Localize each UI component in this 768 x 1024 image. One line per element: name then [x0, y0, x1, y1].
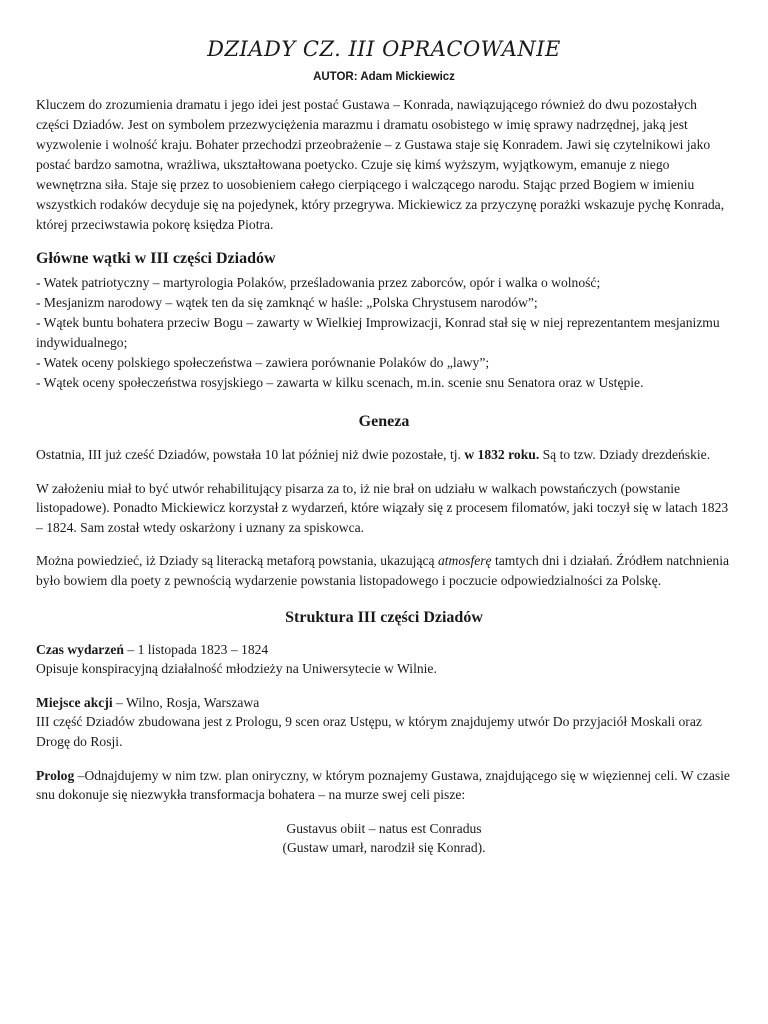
- spacer: [36, 805, 732, 819]
- list-item: - Watek patriotyczny – martyrologia Polaków, prześladowania przez zaborców, opór i walka o wolność;: [36, 275, 601, 290]
- geneza-paragraph-2: W założeniu miał to być utwór rehabilitujący pisarza za to, iż nie brał on udziału w walkach powstańczych (powstanie listopadowe). Ponadto Mickiewicz korzystał z wydarzeń, które wiązały się z procesem filomatów, jaki toczył się w latach 1823 – 1824. Sam został wtedy oskarżony i uznany za spiskowca.: [36, 480, 729, 535]
- quote-polish: (Gustaw umarł, narodził się Konrad).: [282, 840, 486, 856]
- spacer: [36, 537, 732, 551]
- struktura-heading: Struktura III części Dziadów: [285, 608, 483, 626]
- czas-line: [36, 640, 732, 660]
- geneza-heading: Geneza: [358, 413, 410, 430]
- czas-value: – 1 listopada 1823 – 1824: [123, 641, 269, 657]
- list-item: - Watek oceny polskiego społeczeństwa – zawiera porównanie Polaków do „lawy”;: [36, 355, 490, 370]
- author-line: AUTOR: Adam Mickiewicz: [313, 71, 455, 83]
- miejsce-line: [36, 693, 732, 713]
- miejsce-value: – Wilno, Rosja, Warszawa: [112, 694, 260, 710]
- document-page: [36, 34, 732, 858]
- bold-year: w 1832 roku.: [464, 447, 540, 462]
- document-title: DZIADY CZ. III OPRACOWANIE: [207, 37, 561, 61]
- spacer: [36, 752, 732, 766]
- prolog-text: –Odnajdujemy w nim tzw. plan oniryczny, w którym poznajemy Gustawa, znajdującego się w więziennej celi. W czasie snu dokonuje się niezwykła transformacja bohatera – na murze swej celi pisze:: [36, 767, 730, 803]
- text-span: Można powiedzieć, iż Dziady są literacką metaforą powstania, ukazującą: [36, 553, 438, 569]
- geneza-paragraph-1: [36, 445, 732, 465]
- prolog-paragraph: [36, 766, 732, 805]
- watki-list: [36, 273, 732, 393]
- miejsce-description: III część Dziadów zbudowana jest z Prologu, 9 scen oraz Ustępu, w którym znajdujemy utwór Do przyjaciół Moskali oraz Drogę do Rosji.: [36, 714, 702, 749]
- list-item: - Wątek buntu bohatera przeciw Bogu – zawarty w Wielkiej Improwizacji, Konrad stał się w niej reprezentantem mesjanizmu indywidualnego;: [36, 315, 720, 350]
- miejsce-label: Miejsce akcji: [36, 694, 113, 710]
- text-span: Są to tzw. Dziady drezdeńskie.: [539, 447, 711, 462]
- quote-latin: Gustavus obiit – natus est Conradus: [286, 820, 482, 836]
- geneza-paragraph-3: [36, 551, 732, 590]
- czas-label: Czas wydarzeń: [36, 641, 124, 657]
- czas-description: Opisuje konspiracyjną działalność młodzieży na Uniwersytecie w Wilnie.: [36, 661, 437, 677]
- prolog-label: Prolog: [36, 767, 75, 783]
- text-span: tamtych dni i działań. Źródłem natchnienia było bowiem dla poety z pewnością wydarzenie powstania listopadowego i poczucie odpowiedzialności za Polskę.: [36, 553, 730, 588]
- list-item: - Mesjanizm narodowy – wątek ten da się zamknąć w haśle: „Polska Chrystusem narodów”;: [36, 295, 538, 310]
- spacer: [36, 465, 732, 479]
- text-span: Ostatnia, III już cześć Dziadów, powstała 10 lat później niż dwie pozostałe, tj.: [36, 447, 465, 462]
- intro-paragraph: Kluczem do zrozumienia dramatu i jego idei jest postać Gustawa – Konrada, nawiązującego również do dwu pozostałych części Dziadów. Jest on symbolem przezwyciężenia marazmu i dramatu osobistego w imię sprawy nadrzędnej, jaką jest wyzwolenie i wolność kraju. Bohater przechodzi przeobrażenie – z Gustawa staje się Konradem. Jawi się czytelnikowi jako postać bardzo samotna, wrażliwa, ukształtowana poetycko. Czuje się kimś wyższym, wyjątkowym, emanuje z niego wewnętrzna siła. Staje się przez to uosobieniem całego cierpiącego i walczącego narodu. Stając przed Bogiem w imieniu wszystkich rodaków decyduje się na pojedynek, który przegrywa. Mickiewicz za przyczynę porażki wskazuje pychę Konrada, której przeciwstawia pokorę księdza Piotra.: [36, 97, 725, 232]
- list-item: - Wątek oceny społeczeństwa rosyjskiego – zawarta w kilku scenach, m.in. scenie snu Senatora oraz w Ustępie.: [36, 375, 644, 390]
- spacer: [36, 679, 732, 693]
- watki-heading: Główne wątki w III części Dziadów: [36, 250, 276, 267]
- italic-word: atmosferę: [437, 553, 492, 569]
